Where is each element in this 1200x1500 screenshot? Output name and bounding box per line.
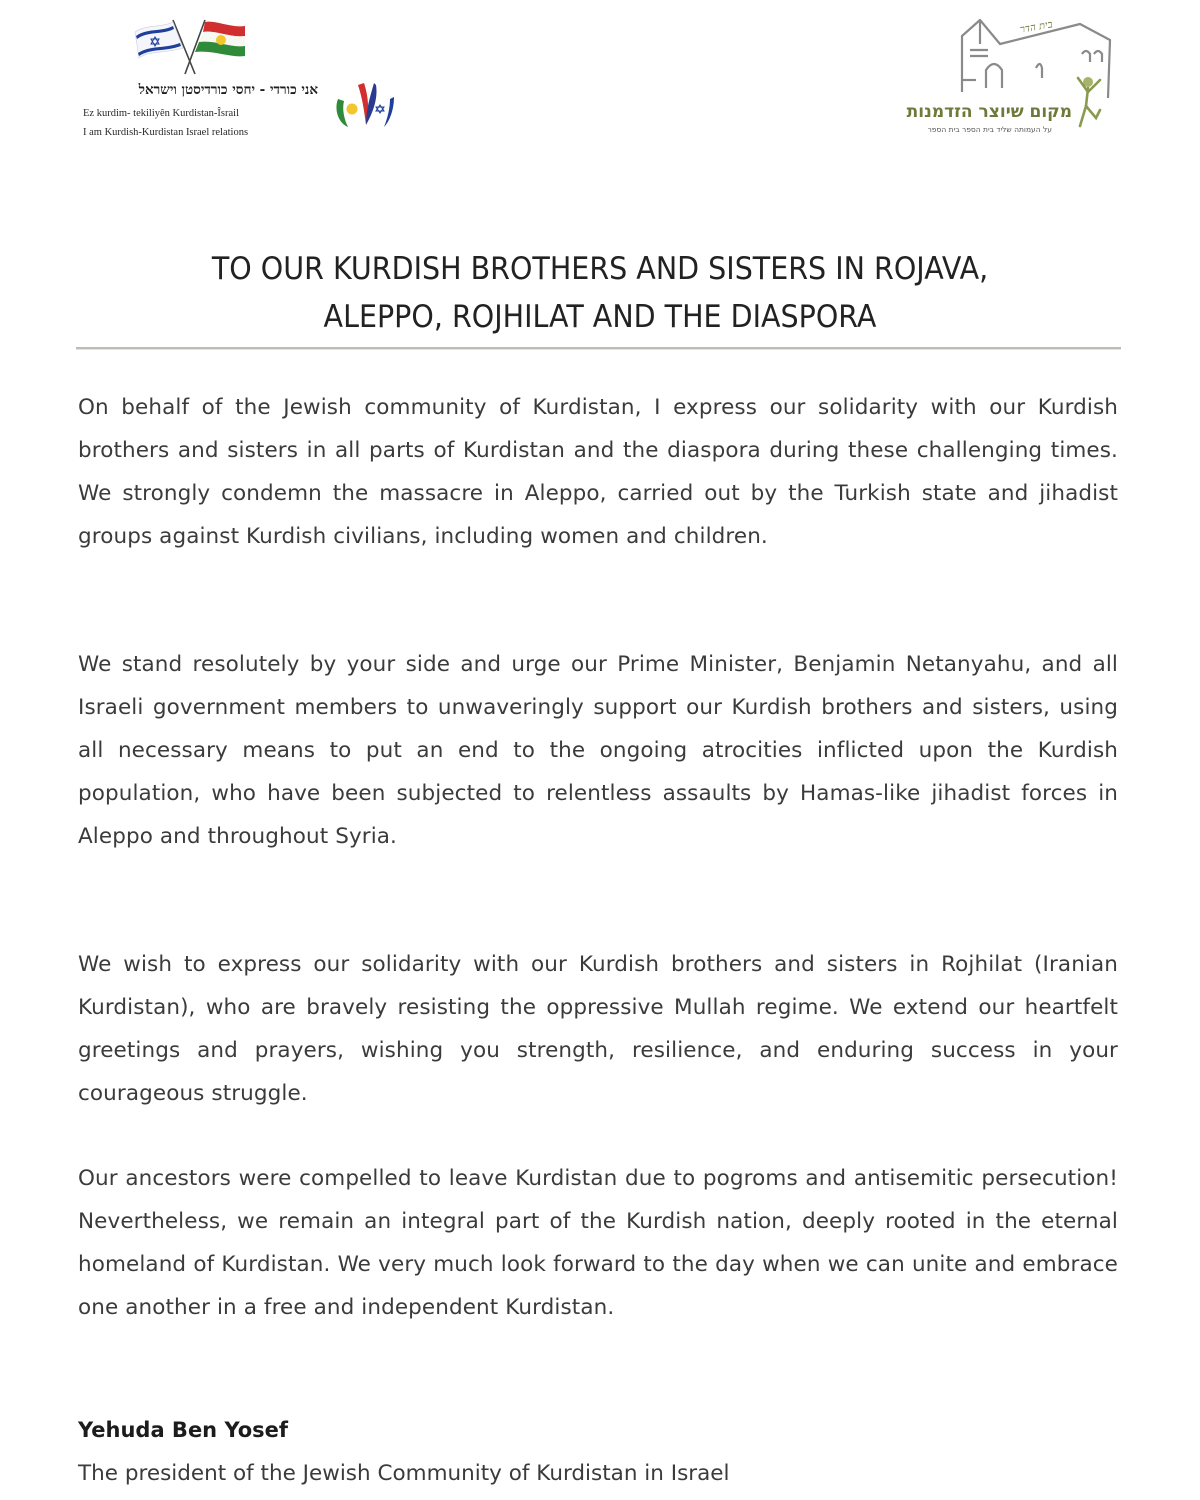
logo-kurdish-text: Ez kurdim- tekiliyên Kurdistan-Îsrail <box>83 108 239 119</box>
israel-kurdistan-flags-icon <box>133 18 248 76</box>
makom-shyotzer-hizdamnut-logo <box>880 14 1115 144</box>
paragraph-urge-government: We stand resolutely by your side and urge our Prime Minister, Benjamin Netanyahu, and all Israeli government members to unwaveringly support our Kurdish brothers and sisters, using all necessary means to put an end to the ongoing atrocities inflicted upon the Kurdish population, who have been subjected to relentless assaults by Hamas-like jihadist forces in Aleppo and throughout Syria. <box>78 652 1118 849</box>
logo-hebrew-text: אני כורדי - יחסי כורדיסטן וישראל <box>138 82 318 98</box>
logo-hebrew-title: מקום שיוצר הזדמנות <box>906 102 1072 122</box>
paragraph-rojhilat: We wish to express our solidarity with our Kurdish brothers and sisters in Rojhilat (Iranian Kurdistan), who are bravely resisting the oppressive Mullah regime. We extend our heartfelt greetings and prayers, wishing you strength, resilience, and enduring success in your courageous struggle. <box>78 952 1118 1106</box>
kurdish-israel-relations-logo <box>78 14 408 144</box>
letter-title-line-2: ALEPPO, ROJHILAT AND THE DIASPORA <box>323 298 877 335</box>
signature-role: The president of the Jewish Community of Kurdistan in Israel <box>78 1461 730 1486</box>
title-divider <box>76 347 1121 350</box>
logo-english-text: I am Kurdish-Kurdistan Israel relations <box>83 127 249 138</box>
paragraph-solidarity: On behalf of the Jewish community of Kurdistan, I express our solidarity with our Kurdish brothers and sisters in all parts of Kurdistan and the diaspora during these challenging times. We strongly condemn the massacre in Aleppo, carried out by the Turkish state and jihadist groups against Kurdish civilians, including women and children. <box>78 395 1118 549</box>
flag-hands-emblem-icon <box>330 79 398 131</box>
logo-hebrew-subtitle: על העמותה שליד בית הספר בית הספר <box>927 125 1052 134</box>
letter-title-line-1: TO OUR KURDISH BROTHERS AND SISTERS IN ROJAVA, <box>211 250 989 287</box>
signature-name: Yehuda Ben Yosef <box>78 1418 289 1442</box>
letter-title <box>122 245 1079 341</box>
paragraph-ancestors: Our ancestors were compelled to leave Kurdistan due to pogroms and antisemitic persecution! Nevertheless, we remain an integral part of the Kurdish nation, deeply rooted in the eternal homeland of Kurdistan. We very much look forward to the day when we can unite and embrace one another in a free and independent Kurdistan. <box>78 1166 1118 1320</box>
logo-script-text: בית הדר <box>1019 19 1054 36</box>
